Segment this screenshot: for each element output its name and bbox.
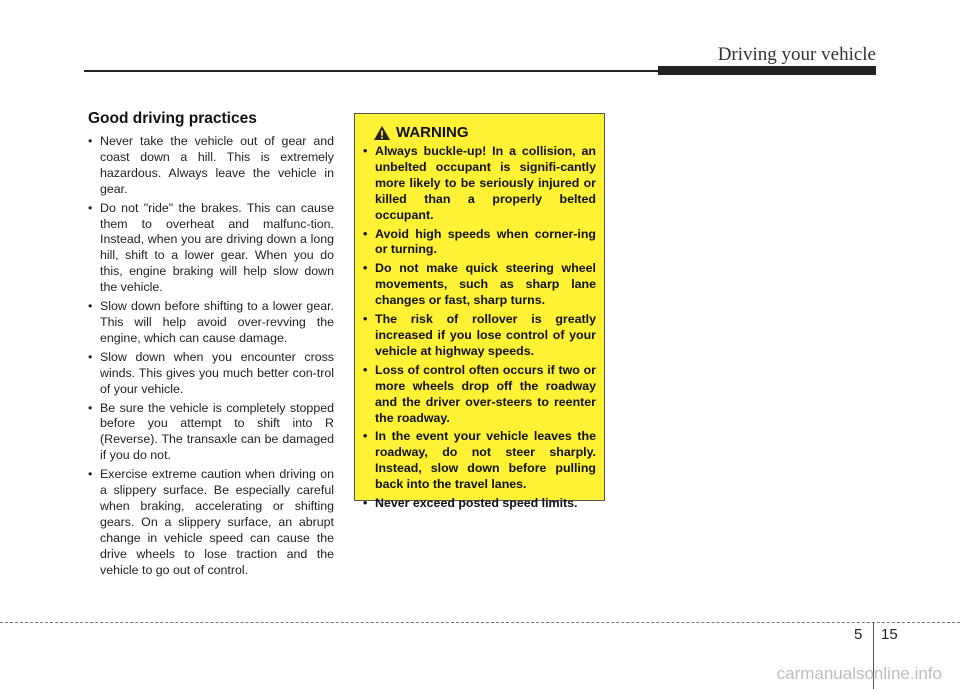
- list-item: • Slow down before shifting to a lower gear. This will help avoid over-revving the engine, which can cause damage.: [88, 299, 334, 345]
- list-item: • Never take the vehicle out of gear and coast down a hill. This is extremely hazardous. Always leave the vehicle in gear.: [88, 134, 334, 196]
- header-rule: [84, 70, 658, 72]
- bullet-icon: •: [363, 226, 368, 241]
- warning-triangle-icon: [373, 125, 391, 141]
- list-item: • In the event your vehicle leaves the roadway, do not steer sharply. Instead, slow down before pulling back into the travel lanes.: [363, 429, 596, 492]
- bullet-icon: •: [363, 362, 368, 377]
- header-bar: [658, 66, 876, 75]
- list-item: • Loss of control often occurs if two or more wheels drop off the roadway and the driver over-steers to reenter the roadway.: [363, 362, 596, 425]
- watermark: carmanualsonline.info: [776, 664, 942, 683]
- bullet-icon: •: [363, 312, 368, 327]
- bullet-icon: •: [88, 299, 93, 314]
- list-item: • Avoid high speeds when corner-ing or turning.: [363, 226, 596, 257]
- practices-list: [88, 134, 334, 578]
- list-item: • Be sure the vehicle is completely stopped before you attempt to shift into R (Reverse). The transaxle can be damaged if you do not.: [88, 400, 334, 463]
- bullet-icon: •: [363, 496, 368, 511]
- list-item: • Do not "ride" the brakes. This can cause them to overheat and malfunc-tion. Instead, when you are driving down a long hill, shift to a lower gear. When you do this, engine braking will help slow down the vehicle.: [88, 200, 334, 295]
- list-item: • Exercise extreme caution when driving on a slippery surface. Be especially careful when braking, accelerating or shifting gears. On a slippery surface, an abrupt change in vehicle speed can cause the drive wheels to lose traction and the vehicle to go out of control.: [88, 467, 334, 577]
- page-number: 15: [881, 626, 898, 643]
- bullet-icon: •: [363, 429, 368, 444]
- bullet-icon: •: [88, 467, 93, 482]
- list-item: • Never exceed posted speed limits.: [363, 496, 578, 511]
- bullet-icon: •: [88, 134, 93, 148]
- warning-box: [354, 113, 605, 511]
- bullet-icon: •: [88, 349, 93, 364]
- list-item: • Always buckle-up! In a collision, an unbelted occupant is signifi-cantly more likely to be seriously injured or killed than a properly belted occupant.: [363, 144, 596, 222]
- chapter-number: 5: [854, 626, 863, 643]
- bullet-icon: •: [88, 400, 93, 415]
- page-header-title: Driving your vehicle: [717, 44, 876, 65]
- list-item: • Do not make quick steering wheel movements, such as sharp lane changes or fast, sharp turns.: [363, 261, 596, 308]
- warning-header: [373, 124, 596, 141]
- list-item: • The risk of rollover is greatly increased if you lose control of your vehicle at highway speeds.: [363, 312, 596, 358]
- bullet-icon: •: [88, 200, 93, 215]
- good-practices-section: [88, 110, 334, 581]
- warning-title: WARNING: [396, 124, 469, 141]
- section-title: Good driving practices: [88, 110, 257, 127]
- bullet-icon: •: [363, 144, 368, 158]
- bullet-icon: •: [363, 261, 368, 276]
- footer-rule: [0, 622, 960, 623]
- warning-list: [363, 144, 596, 512]
- list-item: • Slow down when you encounter cross winds. This gives you much better con-trol of your vehicle.: [88, 349, 334, 396]
